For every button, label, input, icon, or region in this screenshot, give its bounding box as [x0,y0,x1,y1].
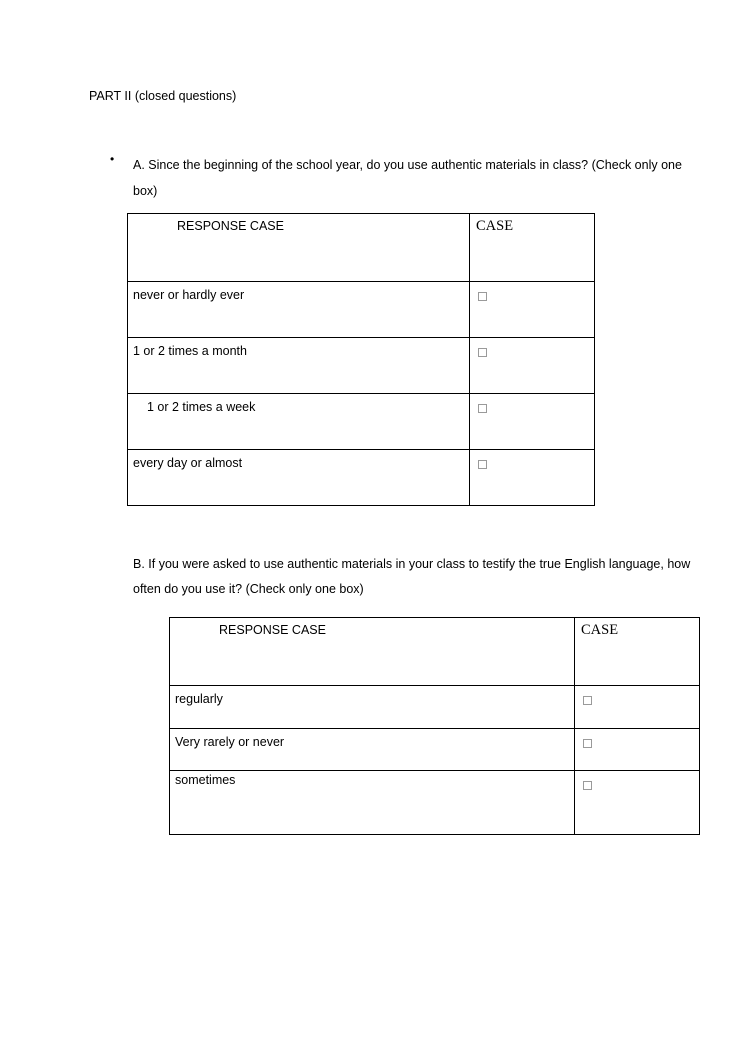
bullet-icon: • [110,152,115,166]
response-header: RESPONSE CASE [177,219,284,233]
response-label: 1 or 2 times a week [147,400,256,414]
case-cell [470,338,595,394]
response-label: regularly [175,692,223,706]
table-row [128,394,595,450]
table-row [128,338,595,394]
case-cell [575,771,700,835]
question-a-table [127,213,595,506]
empty-checkbox-icon[interactable] [583,781,592,790]
empty-checkbox-icon[interactable] [478,460,487,469]
response-header: RESPONSE CASE [219,623,326,637]
table-row [128,282,595,338]
question-b-table [169,617,700,835]
empty-checkbox-icon[interactable] [583,696,592,705]
case-header-cell [575,618,700,686]
table-row [170,686,700,729]
empty-checkbox-icon[interactable] [583,739,592,748]
response-cell [128,282,470,338]
case-cell [575,729,700,771]
table-row [128,450,595,506]
case-cell [470,450,595,506]
part-title: PART II (closed questions) [89,89,237,103]
response-label: sometimes [175,773,236,787]
response-label: never or hardly ever [133,288,245,302]
empty-checkbox-icon[interactable] [478,404,487,413]
response-header-cell [128,214,470,282]
response-cell [128,394,470,450]
question-b-text: B. If you were asked to use authentic materials in your class to testify the true English language, how often do you use it? (Check only one box) [133,557,691,596]
case-header-cell [470,214,595,282]
table-header-row [128,214,595,282]
response-label: Very rarely or never [175,735,285,749]
table-row [170,771,700,835]
table-header-row [170,618,700,686]
response-cell [128,338,470,394]
case-header: CASE [476,218,514,234]
response-label: every day or almost [133,456,243,470]
case-cell [470,394,595,450]
response-cell [128,450,470,506]
empty-checkbox-icon[interactable] [478,292,487,301]
case-header: CASE [581,622,619,638]
case-cell [470,282,595,338]
question-a-text: A. Since the beginning of the school year, do you use authentic materials in class? (Check only one box) [133,158,682,198]
table-row [170,729,700,771]
response-cell [170,729,575,771]
response-label: 1 or 2 times a month [133,344,247,358]
response-cell [170,771,575,835]
empty-checkbox-icon[interactable] [478,348,487,357]
response-header-cell [170,618,575,686]
case-cell [575,686,700,729]
response-cell [170,686,575,729]
